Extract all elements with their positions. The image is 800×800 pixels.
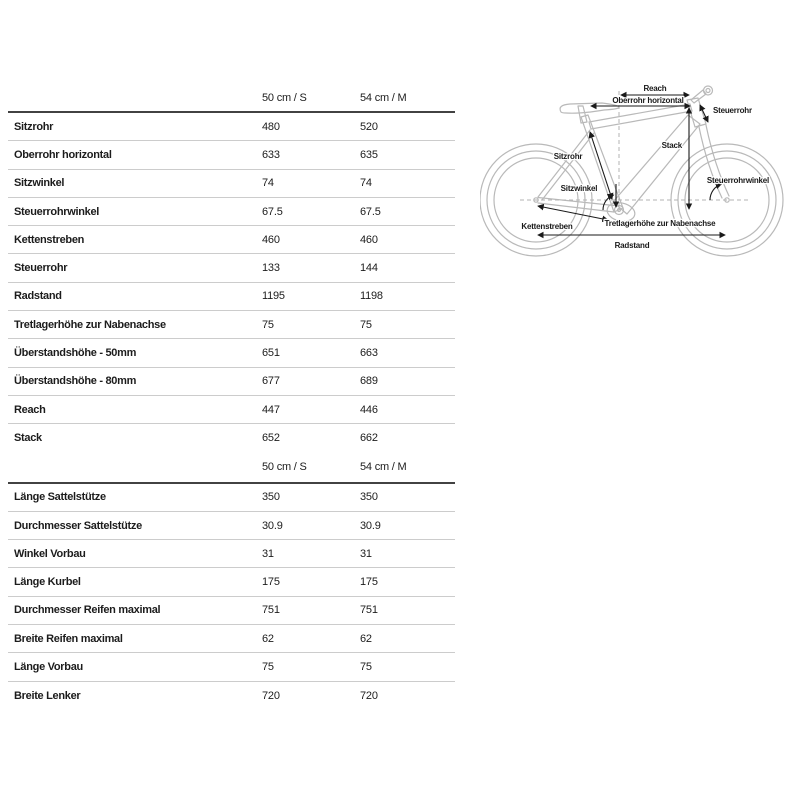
value-size-s: 31 bbox=[262, 547, 274, 560]
label-tretlagerhoehe: Tretlagerhöhe zur Nabenachse bbox=[604, 219, 716, 228]
value-size-m: 720 bbox=[360, 689, 378, 702]
column-header-size-s: 50 cm / S bbox=[262, 92, 307, 104]
table-row bbox=[8, 396, 455, 424]
table-row bbox=[8, 113, 455, 141]
label-steuerrohrwinkel: Steuerrohrwinkel bbox=[706, 176, 770, 185]
table-row bbox=[8, 368, 455, 396]
kettenstreben-arrow bbox=[538, 206, 608, 220]
table-row bbox=[8, 339, 455, 367]
saddle bbox=[560, 103, 619, 113]
row-label: Überstandshöhe - 80mm bbox=[14, 375, 137, 388]
label-reach: Reach bbox=[643, 84, 667, 93]
table-row bbox=[8, 597, 455, 625]
row-label: Überstandshöhe - 50mm bbox=[14, 347, 137, 360]
front-wheel bbox=[671, 144, 783, 256]
value-size-s: 751 bbox=[262, 604, 280, 617]
value-size-s: 633 bbox=[262, 148, 280, 161]
table1-body bbox=[8, 113, 455, 453]
label-steuerrohr: Steuerrohr bbox=[713, 106, 752, 115]
row-label: Kettenstreben bbox=[14, 233, 85, 246]
value-size-m: 446 bbox=[360, 403, 378, 416]
table-row bbox=[8, 682, 455, 710]
bike-geometry-diagram bbox=[480, 78, 800, 264]
label-stack: Stack bbox=[661, 141, 682, 150]
measurement-arrows bbox=[538, 95, 725, 235]
row-label: Länge Vorbau bbox=[14, 660, 83, 673]
value-size-s: 651 bbox=[262, 347, 280, 360]
table-row bbox=[8, 283, 455, 311]
table2-body bbox=[8, 484, 455, 710]
column-header-size-s: 50 cm / S bbox=[262, 461, 307, 474]
value-size-m: 144 bbox=[360, 262, 378, 275]
row-label: Stack bbox=[14, 432, 42, 445]
table-row bbox=[8, 484, 455, 512]
table-row bbox=[8, 170, 455, 198]
row-label: Länge Sattelstütze bbox=[14, 491, 106, 504]
table-row bbox=[8, 424, 455, 452]
value-size-m: 75 bbox=[360, 318, 372, 331]
label-kettenstreben: Kettenstreben bbox=[521, 222, 573, 231]
fork bbox=[699, 125, 729, 198]
row-label: Steuerrohr bbox=[14, 262, 68, 275]
value-size-m: 67.5 bbox=[360, 205, 381, 218]
value-size-s: 175 bbox=[262, 576, 280, 589]
value-size-m: 75 bbox=[360, 660, 372, 673]
table-row bbox=[8, 540, 455, 568]
table2-header-row bbox=[8, 453, 455, 484]
value-size-m: 520 bbox=[360, 120, 378, 133]
label-oberrohr-horizontal: Oberrohr horizontal bbox=[612, 96, 684, 105]
row-label: Durchmesser Sattelstütze bbox=[14, 519, 142, 532]
row-label: Reach bbox=[14, 403, 46, 416]
value-size-s: 480 bbox=[262, 120, 280, 133]
row-label: Steuerrohrwinkel bbox=[14, 205, 100, 218]
value-size-m: 460 bbox=[360, 233, 378, 246]
value-size-m: 1198 bbox=[360, 290, 383, 303]
value-size-s: 447 bbox=[262, 403, 280, 416]
diagram-labels bbox=[521, 84, 769, 250]
value-size-s: 67.5 bbox=[262, 205, 283, 218]
row-label: Durchmesser Reifen maximal bbox=[14, 604, 161, 617]
row-label: Breite Reifen maximal bbox=[14, 632, 123, 645]
value-size-s: 75 bbox=[262, 660, 274, 673]
value-size-m: 175 bbox=[360, 576, 378, 589]
column-header-size-m: 54 cm / M bbox=[360, 92, 407, 104]
table-row bbox=[8, 226, 455, 254]
table-row bbox=[8, 625, 455, 653]
value-size-m: 689 bbox=[360, 375, 378, 388]
table-row bbox=[8, 311, 455, 339]
value-size-m: 635 bbox=[360, 148, 378, 161]
geometry-table-frame bbox=[8, 85, 455, 453]
value-size-s: 652 bbox=[262, 432, 280, 445]
label-sitzwinkel: Sitzwinkel bbox=[560, 184, 598, 193]
value-size-s: 30.9 bbox=[262, 519, 283, 532]
value-size-s: 1195 bbox=[262, 290, 285, 303]
table-row bbox=[8, 653, 455, 681]
row-label: Breite Lenker bbox=[14, 689, 81, 702]
table-row bbox=[8, 512, 455, 540]
value-size-m: 350 bbox=[360, 491, 378, 504]
table-row bbox=[8, 568, 455, 596]
row-label: Radstand bbox=[14, 290, 62, 303]
row-label: Winkel Vorbau bbox=[14, 547, 86, 560]
value-size-s: 350 bbox=[262, 491, 280, 504]
table-row bbox=[8, 198, 455, 226]
geometry-table-components bbox=[8, 453, 455, 710]
row-label: Sitzwinkel bbox=[14, 177, 65, 190]
table-row bbox=[8, 141, 455, 169]
table1-header-row bbox=[8, 85, 455, 113]
row-label: Tretlagerhöhe zur Nabenachse bbox=[14, 318, 166, 331]
value-size-s: 720 bbox=[262, 689, 280, 702]
value-size-s: 74 bbox=[262, 177, 274, 190]
row-label: Länge Kurbel bbox=[14, 576, 81, 589]
row-label: Oberrohr horizontal bbox=[14, 148, 112, 161]
value-size-s: 460 bbox=[262, 233, 280, 246]
label-sitzrohr: Sitzrohr bbox=[553, 152, 583, 161]
geometry-tables bbox=[8, 85, 455, 710]
value-size-m: 30.9 bbox=[360, 519, 381, 532]
value-size-s: 133 bbox=[262, 262, 280, 275]
handlebar-grip bbox=[704, 86, 713, 95]
value-size-m: 74 bbox=[360, 177, 372, 190]
value-size-m: 751 bbox=[360, 604, 378, 617]
label-radstand: Radstand bbox=[614, 241, 650, 250]
value-size-s: 75 bbox=[262, 318, 274, 331]
value-size-m: 663 bbox=[360, 347, 378, 360]
value-size-m: 31 bbox=[360, 547, 372, 560]
table-row bbox=[8, 254, 455, 282]
value-size-s: 677 bbox=[262, 375, 280, 388]
value-size-m: 62 bbox=[360, 632, 372, 645]
value-size-m: 662 bbox=[360, 432, 378, 445]
column-header-size-m: 54 cm / M bbox=[360, 461, 407, 474]
row-label: Sitzrohr bbox=[14, 120, 54, 133]
value-size-s: 62 bbox=[262, 632, 274, 645]
